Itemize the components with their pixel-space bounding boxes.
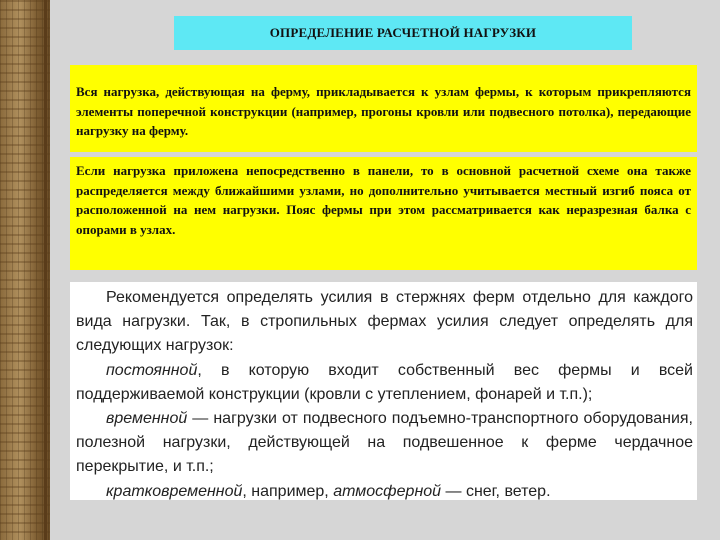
slide-title — [174, 16, 632, 50]
paragraph-box-1 — [70, 65, 697, 152]
paragraph-2-text: Если нагрузка приложена непосредственно в панели, то в основной расчетной схеме она также распределяется между ближайшими узлами, но дополнительно учитывается местный изгиб пояса от расположенной на нем нагрузки. Пояс фермы при этом рассматривается как неразрезная балка с опорами в узлах. — [76, 163, 691, 237]
paragraph-box-2 — [70, 157, 697, 270]
scanned-text-block — [70, 282, 697, 500]
decorative-wood-strip — [0, 0, 50, 540]
scan-term-permanent: постоянной — [106, 361, 198, 379]
slide-title-text: ОПРЕДЕЛЕНИЕ РАСЧЕТНОЙ НАГРУЗКИ — [269, 25, 537, 40]
strip-divider — [44, 0, 47, 540]
scan-text-short: — снег, ветер. — [441, 482, 551, 500]
scan-term-temporary: временной — [106, 410, 188, 428]
scan-term-short: кратковременной — [106, 482, 243, 500]
scan-item-permanent — [76, 359, 693, 407]
paragraph-1-text: Вся нагрузка, действующая на ферму, прикладывается к узлам фермы, к которым прикрепляются элементы поперечной конструкции (например, прогоны кровли или подвесного потолка), передающие нагрузку на ферму. — [76, 84, 691, 138]
scan-intro: Рекомендуется определять усилия в стержнях ферм отдельно для каждого вида нагрузки. Так, в стропильных фермах усилия следует определять для следующих нагрузок: — [76, 289, 693, 355]
scan-text-temporary: — нагрузки от подвесного подъемно-транспортного оборудования, полезной нагрузки, действующей на подвешенное к ферме чердачное перекрытие, и т.п.; — [76, 410, 693, 476]
scan-item-short — [76, 480, 693, 504]
scan-item-temporary — [76, 407, 693, 480]
scan-term-atmospheric: атмосферной — [333, 482, 442, 500]
scan-text-permanent: , в которую входит собственный вес фермы и всей поддерживаемой конструкции (кровли с утеплением, фонарей и т.п.); — [76, 361, 693, 403]
scan-mid-short: , например, — [242, 482, 334, 500]
